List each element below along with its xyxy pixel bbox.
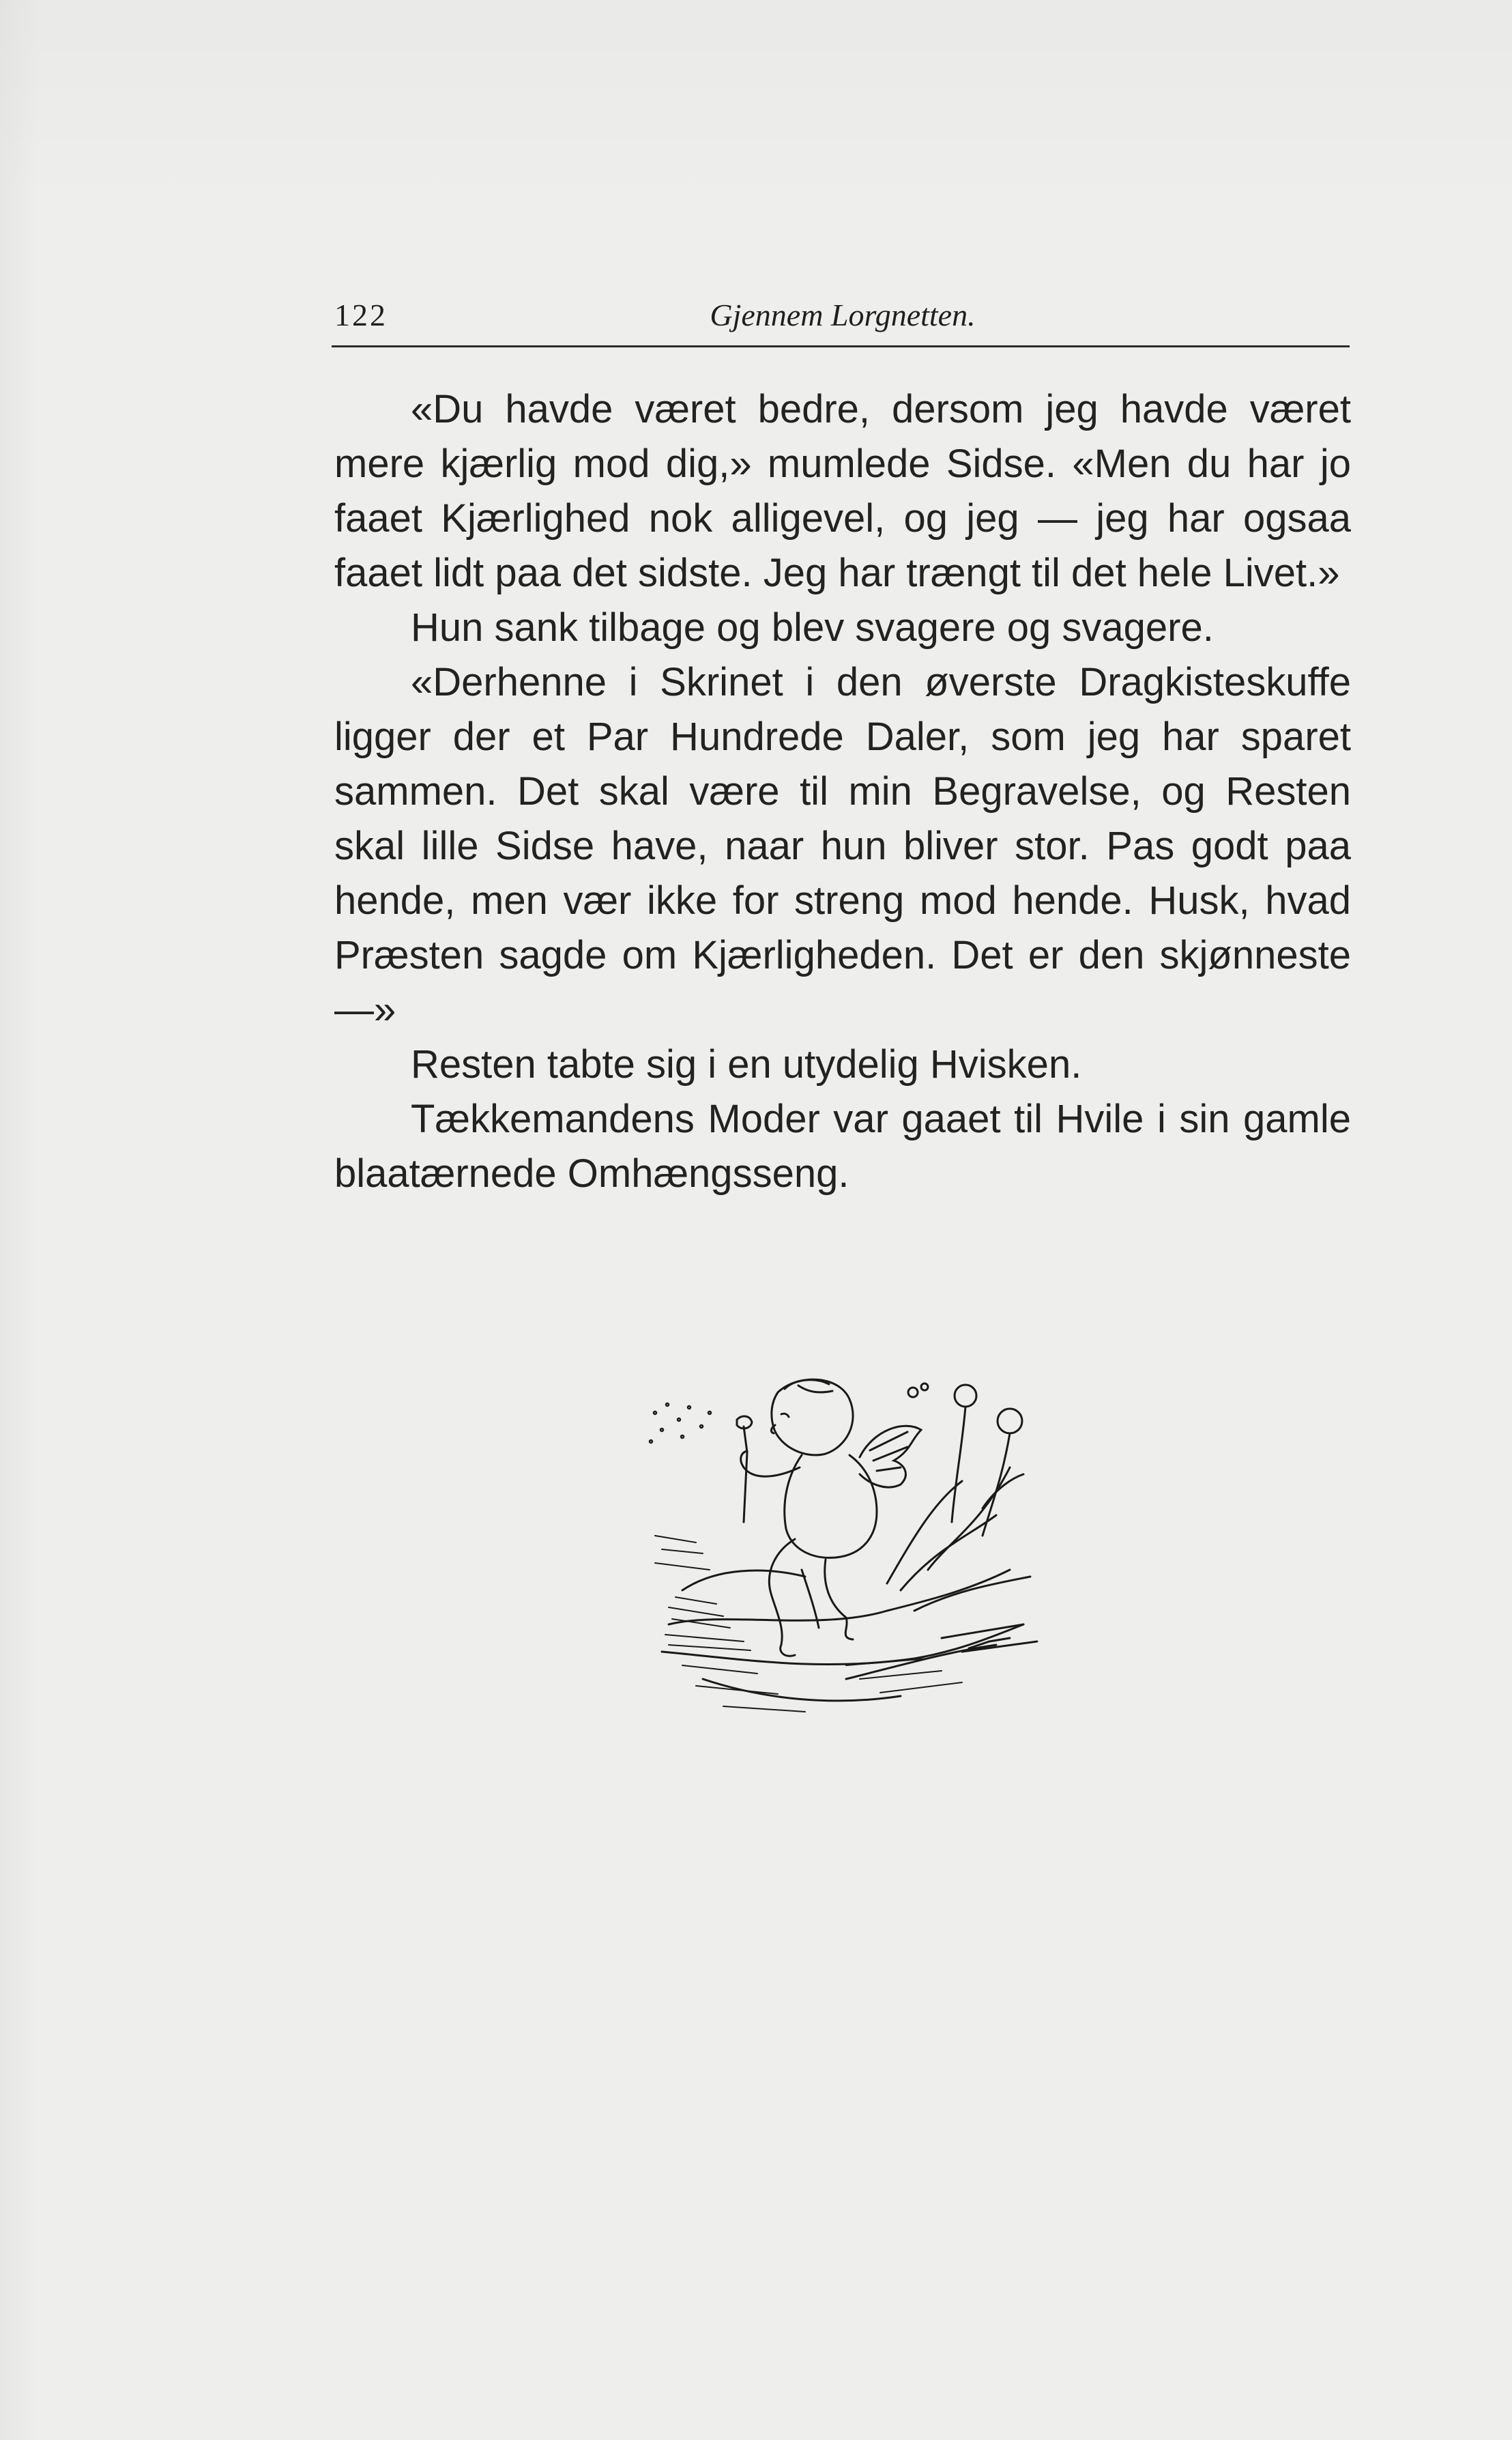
paragraph: «Derhenne i Skrinet i den øverste Dragkisteskuffe ligger der et Par Hundrede Daler, som jeg har sparet sammen. Det skal være til min Begravelse, og Resten skal lille Sidse have, naar hun bliver stor. Pas godt paa hende, men vær ikke for streng mod hende. Husk, hvad Præsten sagde om Kjærligheden. Det er den skjønneste —» bbox=[334, 660, 1351, 1032]
running-title: Gjennem Lorgnetten. bbox=[710, 298, 976, 332]
paragraph: «Du havde været bedre, dersom jeg havde været mere kjærlig mod dig,» mumlede Sidse. «Men du har jo faaet Kjærlighed nok alligevel, og jeg — jeg har ogsaa faaet lidt paa det sidste. Jeg har trængt til det hele Livet.» bbox=[334, 387, 1351, 595]
paragraph: Resten tabte sig i en utydelig Hvisken. bbox=[411, 1042, 1082, 1087]
cherub-blowing-dandelion-icon bbox=[641, 1365, 1064, 1775]
header-rule bbox=[332, 345, 1350, 347]
paragraph: Hun sank tilbage og blev svagere og svagere. bbox=[411, 605, 1214, 650]
page-number: 122 bbox=[334, 298, 388, 332]
page-header bbox=[334, 290, 1351, 351]
paragraph: Tækkemandens Moder var gaaet til Hvile i sin gamle blaatærnede Omhængsseng. bbox=[334, 1097, 1351, 1196]
body-text bbox=[334, 382, 1351, 1201]
